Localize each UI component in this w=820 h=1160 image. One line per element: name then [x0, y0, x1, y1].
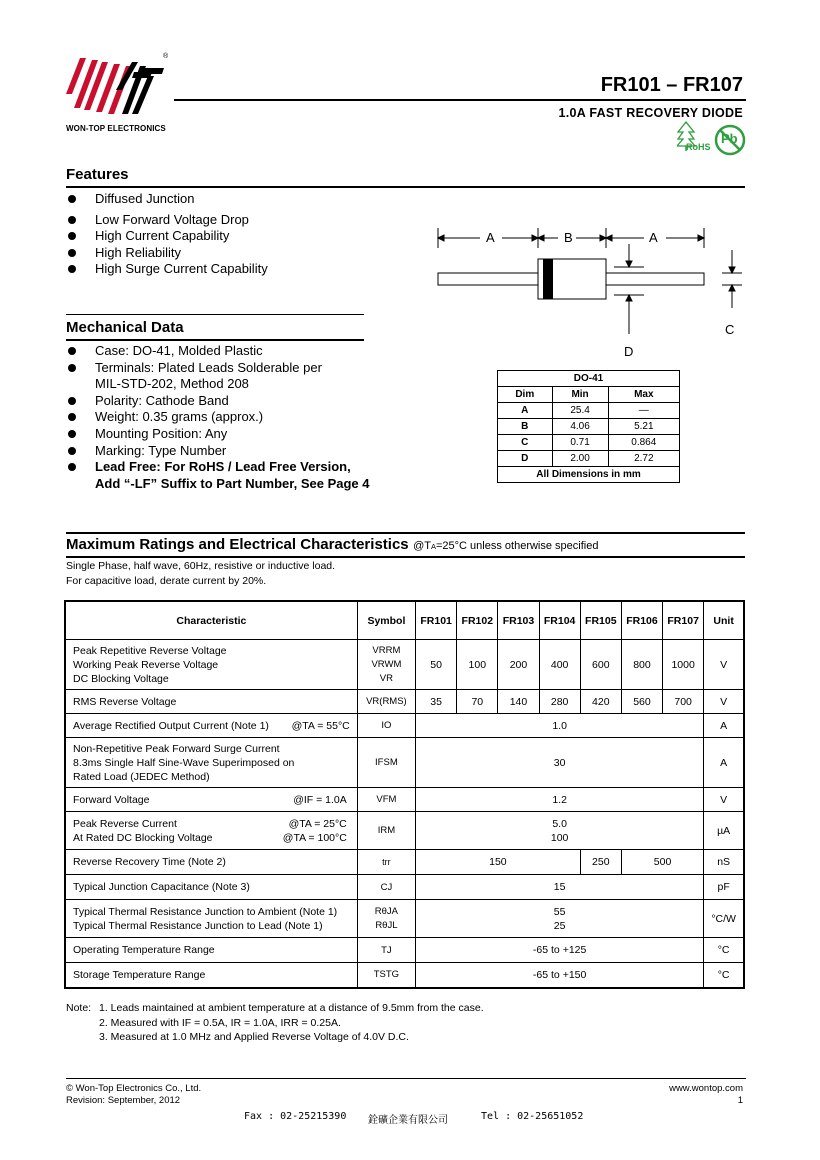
unit-cell: °C — [704, 938, 744, 963]
value-cell: 280 — [539, 690, 580, 714]
mechanical-rule — [66, 339, 364, 341]
footer-rule — [66, 1078, 746, 1079]
features-title: Features — [66, 166, 129, 183]
characteristic-cell: Typical Junction Capacitance (Note 3) — [65, 875, 357, 900]
dim-label-a: A — [649, 230, 658, 245]
unit-cell: A — [704, 738, 744, 788]
value-cell: 35 — [416, 690, 457, 714]
pb-label: Pb — [721, 131, 738, 146]
table-row — [65, 875, 744, 900]
cell-line: Typical Thermal Resistance Junction to Lead (Note 1) — [73, 919, 323, 932]
dim-table-caption: DO-41 — [498, 371, 680, 387]
value-cell: 1.0 — [416, 714, 704, 738]
cell-line: 55 — [553, 905, 566, 918]
value-cell: 1000 — [663, 640, 704, 690]
value-cell — [416, 812, 704, 850]
value-cell: 200 — [498, 640, 539, 690]
cell-line: RθJL — [375, 919, 398, 931]
list-item: Weight: 0.35 grams (approx.) — [66, 409, 370, 426]
table-row — [65, 938, 744, 963]
unit-cell: nS — [704, 850, 744, 875]
value-cell: 420 — [580, 690, 621, 714]
value-cell: 150 — [416, 850, 581, 875]
symbol-cell: IRM — [357, 812, 415, 850]
characteristic-cell: Storage Temperature Range — [65, 963, 357, 988]
dimension-table — [497, 370, 680, 483]
features-rule — [66, 186, 745, 188]
value-cell: 800 — [621, 640, 662, 690]
page-subtitle: 1.0A FAST RECOVERY DIODE — [558, 106, 743, 120]
condition-text: @TA = 25°C — [288, 817, 347, 830]
ratings-top-rule — [66, 532, 745, 534]
ratings-rule — [66, 556, 745, 558]
unit-cell: °C — [704, 963, 744, 988]
table-row — [65, 788, 744, 812]
condition-text: @TA = 55°C — [291, 719, 350, 732]
value-cell: -65 to +125 — [416, 938, 704, 963]
value-cell: 15 — [416, 875, 704, 900]
table-row — [65, 900, 744, 938]
unit-cell: °C/W — [704, 900, 744, 938]
column-header: Characteristic — [65, 601, 357, 640]
tel-text: Tel : 02-25651052 — [481, 1111, 584, 1122]
dim-label-a: A — [486, 230, 495, 245]
dim-cell: — — [608, 403, 679, 419]
cell-text: Average Rectified Output Current (Note 1) — [73, 719, 269, 732]
list-item: Terminals: Plated Leads Solderable per — [66, 360, 370, 377]
value-cell: 70 — [457, 690, 498, 714]
ratings-table — [64, 600, 745, 989]
header-rule — [174, 99, 746, 101]
cell-line: VR — [379, 672, 393, 684]
unit-cell: µA — [704, 812, 744, 850]
cell-line: VRRM — [372, 644, 401, 656]
table-row — [65, 963, 744, 988]
table-row — [65, 850, 744, 875]
condition-text: @IF = 1.0A — [293, 793, 347, 806]
cell-line: VRWM — [371, 658, 402, 670]
dim-cell: 0.71 — [552, 435, 608, 451]
symbol-cell: IO — [357, 714, 415, 738]
revision-text: Revision: September, 2012 — [66, 1095, 181, 1106]
list-item: High Current Capability — [66, 228, 268, 245]
characteristic-cell — [65, 738, 357, 788]
characteristic-cell — [65, 640, 357, 690]
list-item: Polarity: Cathode Band — [66, 393, 370, 410]
dim-cell: A — [498, 403, 553, 419]
value-cell: -65 to +150 — [416, 963, 704, 988]
dim-cell: 4.06 — [552, 419, 608, 435]
condition-text: =25°C unless otherwise specified — [436, 540, 599, 552]
characteristic-cell — [65, 812, 357, 850]
column-header: FR101 — [416, 601, 457, 640]
value-cell: 600 — [580, 640, 621, 690]
column-header: FR105 — [580, 601, 621, 640]
column-header: FR104 — [539, 601, 580, 640]
cell-line: 100 — [550, 831, 569, 844]
column-header: Unit — [704, 601, 744, 640]
notes-label: Note: — [66, 1002, 92, 1014]
column-header: FR106 — [621, 601, 662, 640]
company-logo — [66, 52, 170, 122]
condition-text: @TA = 100°C — [282, 831, 347, 844]
company-name-text: 銓礦企業有限公司 — [368, 1115, 448, 1126]
ratings-note: Single Phase, half wave, 60Hz, resistive or inductive load. — [66, 560, 336, 572]
symbol-cell — [357, 640, 415, 690]
note-text: 3. Measured at 1.0 MHz and Applied Reverse Voltage of 4.0V D.C. — [99, 1031, 409, 1043]
value-cell: 560 — [621, 690, 662, 714]
symbol-cell: VR(RMS) — [357, 690, 415, 714]
list-item: Marking: Type Number — [66, 443, 370, 460]
characteristic-cell: Operating Temperature Range — [65, 938, 357, 963]
logo-text: WON-TOP ELECTRONICS — [66, 124, 166, 133]
symbol-cell: IFSM — [357, 738, 415, 788]
ratings-condition — [413, 540, 598, 552]
dim-cell: 2.00 — [552, 451, 608, 467]
table-row — [65, 738, 744, 788]
list-item: Case: DO-41, Molded Plastic — [66, 343, 370, 360]
mechanical-title: Mechanical Data — [66, 319, 184, 336]
dim-header: Min — [552, 387, 608, 403]
column-header: FR107 — [663, 601, 704, 640]
page-title: FR101 – FR107 — [600, 74, 743, 96]
dim-cell: 2.72 — [608, 451, 679, 467]
cell-text: Peak Reverse Current — [73, 817, 177, 830]
symbol-cell: CJ — [357, 875, 415, 900]
dim-cell: 25.4 — [552, 403, 608, 419]
dim-cell: B — [498, 419, 553, 435]
symbol-cell: TJ — [357, 938, 415, 963]
list-item: Diffused Junction — [66, 191, 268, 208]
rohs-label: RoHS — [686, 142, 711, 152]
page-number: 1 — [737, 1095, 743, 1106]
symbol-cell: VFM — [357, 788, 415, 812]
table-row — [498, 403, 680, 419]
dim-header: Max — [608, 387, 679, 403]
value-cell: 250 — [580, 850, 621, 875]
copyright-text: © Won-Top Electronics Co., Ltd. — [66, 1083, 202, 1094]
table-row — [498, 419, 680, 435]
cell-line: 25 — [553, 919, 566, 932]
features-list — [66, 191, 268, 278]
list-item: High Reliability — [66, 245, 268, 262]
table-row — [65, 812, 744, 850]
registered-mark: ® — [163, 53, 169, 60]
website-link[interactable]: www.wontop.com — [669, 1083, 743, 1094]
cell-line: Rated Load (JEDEC Method) — [73, 770, 210, 783]
list-item: Low Forward Voltage Drop — [66, 212, 268, 229]
cell-line: Working Peak Reverse Voltage — [73, 658, 219, 671]
characteristic-cell — [65, 900, 357, 938]
value-cell: 140 — [498, 690, 539, 714]
symbol-cell — [357, 900, 415, 938]
column-header: Symbol — [357, 601, 415, 640]
symbol-cell: trr — [357, 850, 415, 875]
list-item: Mounting Position: Any — [66, 426, 370, 443]
column-header: FR102 — [457, 601, 498, 640]
table-row — [498, 451, 680, 467]
condition-text: @T — [413, 540, 431, 552]
characteristic-cell — [65, 788, 357, 812]
cell-line: 5.0 — [552, 817, 567, 830]
ratings-title: Maximum Ratings and Electrical Characteristics — [66, 536, 409, 553]
table-header-row — [65, 601, 744, 640]
condition-sub: A — [430, 542, 436, 551]
unit-cell: A — [704, 714, 744, 738]
characteristic-cell — [65, 714, 357, 738]
unit-cell: V — [704, 640, 744, 690]
dim-table-footer: All Dimensions in mm — [498, 467, 680, 483]
dim-header: Dim — [498, 387, 553, 403]
value-cell: 30 — [416, 738, 704, 788]
dim-cell: 5.21 — [608, 419, 679, 435]
table-row — [498, 435, 680, 451]
notes-section — [66, 1001, 484, 1045]
note-text: 1. Leads maintained at ambient temperature at a distance of 9.5mm from the case. — [99, 1002, 484, 1014]
cell-line: Typical Thermal Resistance Junction to Ambient (Note 1) — [73, 905, 338, 918]
dim-cell: C — [498, 435, 553, 451]
value-cell: 100 — [457, 640, 498, 690]
unit-cell: V — [704, 788, 744, 812]
unit-cell: V — [704, 690, 744, 714]
characteristic-cell: Reverse Recovery Time (Note 2) — [65, 850, 357, 875]
cell-line: DC Blocking Voltage — [73, 672, 169, 685]
table-row — [65, 690, 744, 714]
ratings-heading — [66, 536, 598, 554]
cell-line: Peak Repetitive Reverse Voltage — [73, 644, 227, 657]
list-item-continuation: Add “-LF” Suffix to Part Number, See Page 4 — [95, 475, 370, 491]
dim-cell: D — [498, 451, 553, 467]
package-outline-diagram — [430, 222, 750, 362]
list-item: High Surge Current Capability — [66, 261, 268, 278]
mechanical-list — [66, 343, 370, 492]
list-item-continuation: MIL-STD-202, Method 208 — [95, 376, 249, 392]
table-row — [65, 640, 744, 690]
value-cell: 400 — [539, 640, 580, 690]
dim-cell: 0.864 — [608, 435, 679, 451]
table-row — [65, 714, 744, 738]
value-cell: 500 — [621, 850, 703, 875]
unit-cell: pF — [704, 875, 744, 900]
list-item: Lead Free: For RoHS / Lead Free Version, — [66, 459, 370, 476]
mechanical-top-rule — [66, 314, 364, 315]
cell-text: At Rated DC Blocking Voltage — [73, 831, 213, 844]
cell-line: 8.3ms Single Half Sine-Wave Superimposed on — [73, 756, 295, 769]
cell-text: Forward Voltage — [73, 793, 150, 806]
characteristic-cell: RMS Reverse Voltage — [65, 690, 357, 714]
dim-label-c: C — [725, 322, 735, 337]
ratings-note: For capacitive load, derate current by 20%. — [66, 575, 267, 587]
symbol-cell: TSTG — [357, 963, 415, 988]
cell-line: RθJA — [374, 905, 399, 917]
cell-line: Non-Repetitive Peak Forward Surge Current — [73, 742, 280, 755]
note-text: 2. Measured with IF = 0.5A, IR = 1.0A, IRR = 0.25A. — [99, 1016, 341, 1029]
value-cell: 700 — [663, 690, 704, 714]
column-header: FR103 — [498, 601, 539, 640]
value-cell: 50 — [416, 640, 457, 690]
dim-label-b: B — [564, 230, 573, 245]
dim-label-d: D — [624, 344, 634, 359]
value-cell — [416, 900, 704, 938]
value-cell: 1.2 — [416, 788, 704, 812]
fax-text: Fax : 02-25215390 — [244, 1111, 347, 1122]
